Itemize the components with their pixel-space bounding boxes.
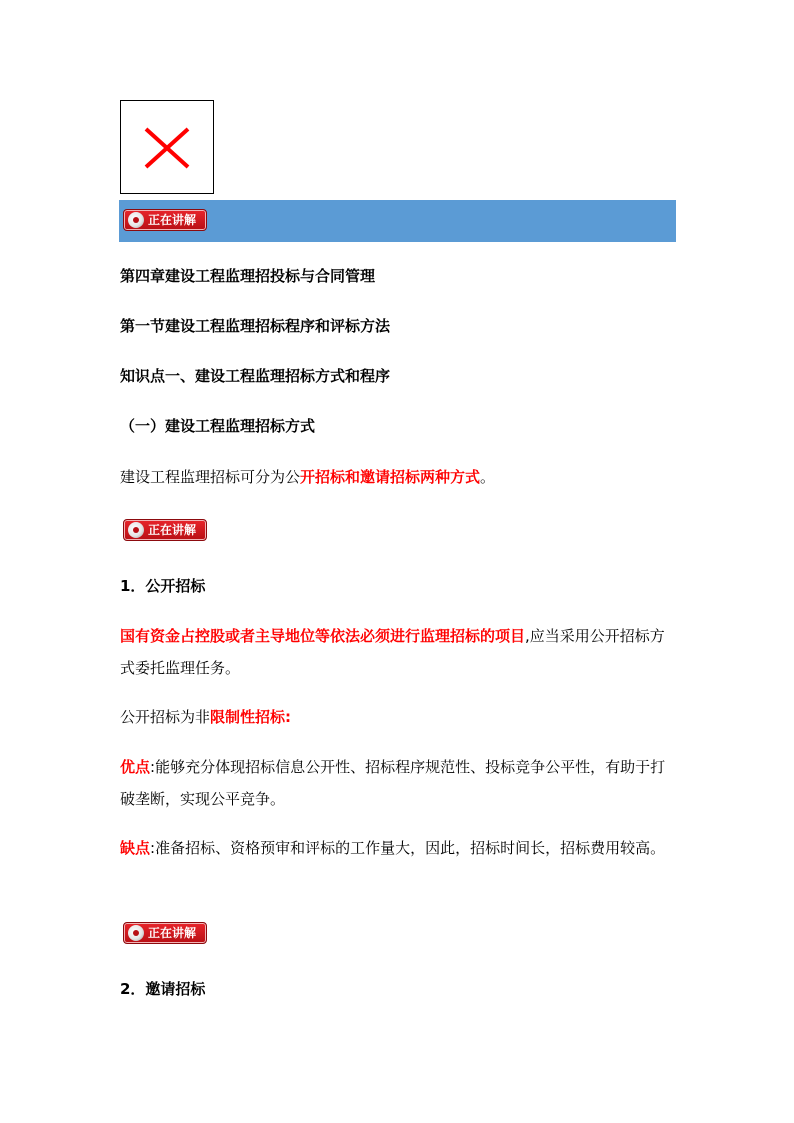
invited-bidding-title: 2．邀请招标 bbox=[120, 980, 206, 998]
section-title: 第一节建设工程监理招标程序和评标方法 bbox=[120, 317, 391, 335]
nature-highlight: 限制性招标 bbox=[210, 708, 286, 726]
scope-highlight: 国有资金占控股或者主导地位等依法必须进行监理招标的项目 bbox=[120, 627, 526, 645]
live-badge-label: 正在讲解 bbox=[148, 213, 197, 227]
intro-highlight: 开招标和邀请招标两种方式 bbox=[300, 468, 481, 486]
live-badge-label: 正在讲解 bbox=[148, 926, 197, 940]
disc-icon bbox=[128, 212, 144, 228]
open-bidding-title: 1．公开招标 bbox=[120, 577, 206, 595]
intro-suffix: 。 bbox=[480, 468, 496, 486]
disc-icon bbox=[128, 925, 144, 941]
broken-image-placeholder bbox=[120, 100, 214, 194]
intro-paragraph bbox=[120, 461, 676, 493]
live-badge-label: 正在讲解 bbox=[148, 523, 197, 537]
intro-prefix: 建设工程监理招标可分为公 bbox=[120, 468, 301, 486]
live-badge bbox=[123, 209, 207, 231]
chapter-title: 第四章建设工程监理招投标与合同管理 bbox=[120, 267, 376, 285]
close-icon bbox=[143, 126, 191, 170]
knowledge-point-title: 知识点一、建设工程监理招标方式和程序 bbox=[120, 367, 391, 385]
live-badge bbox=[123, 519, 207, 541]
header-banner bbox=[119, 200, 676, 242]
disc-icon bbox=[128, 522, 144, 538]
advantage-label: 优点 bbox=[120, 758, 151, 776]
nature-paragraph bbox=[120, 701, 676, 733]
disadvantage-paragraph bbox=[120, 832, 676, 864]
scope-paragraph bbox=[120, 620, 676, 684]
live-badge bbox=[123, 922, 207, 944]
disadvantage-label: 缺点 bbox=[120, 839, 151, 857]
nature-prefix: 公开招标为非 bbox=[120, 708, 211, 726]
subsection-title: （一）建设工程监理招标方式 bbox=[120, 417, 316, 435]
disadvantage-text: :准备招标、资格预审和评标的工作量大，因此，招标时间长，招标费用较高。 bbox=[150, 839, 666, 857]
advantage-paragraph bbox=[120, 751, 676, 815]
scope-rest: ,应当采用公开招标方式委托监理任务。 bbox=[120, 627, 665, 677]
nature-suffix: : bbox=[285, 708, 292, 726]
advantage-text: :能够充分体现招标信息公开性、招标程序规范性、投标竞争公平性，有助于打破垄断，实现公平竞争。 bbox=[120, 758, 666, 808]
